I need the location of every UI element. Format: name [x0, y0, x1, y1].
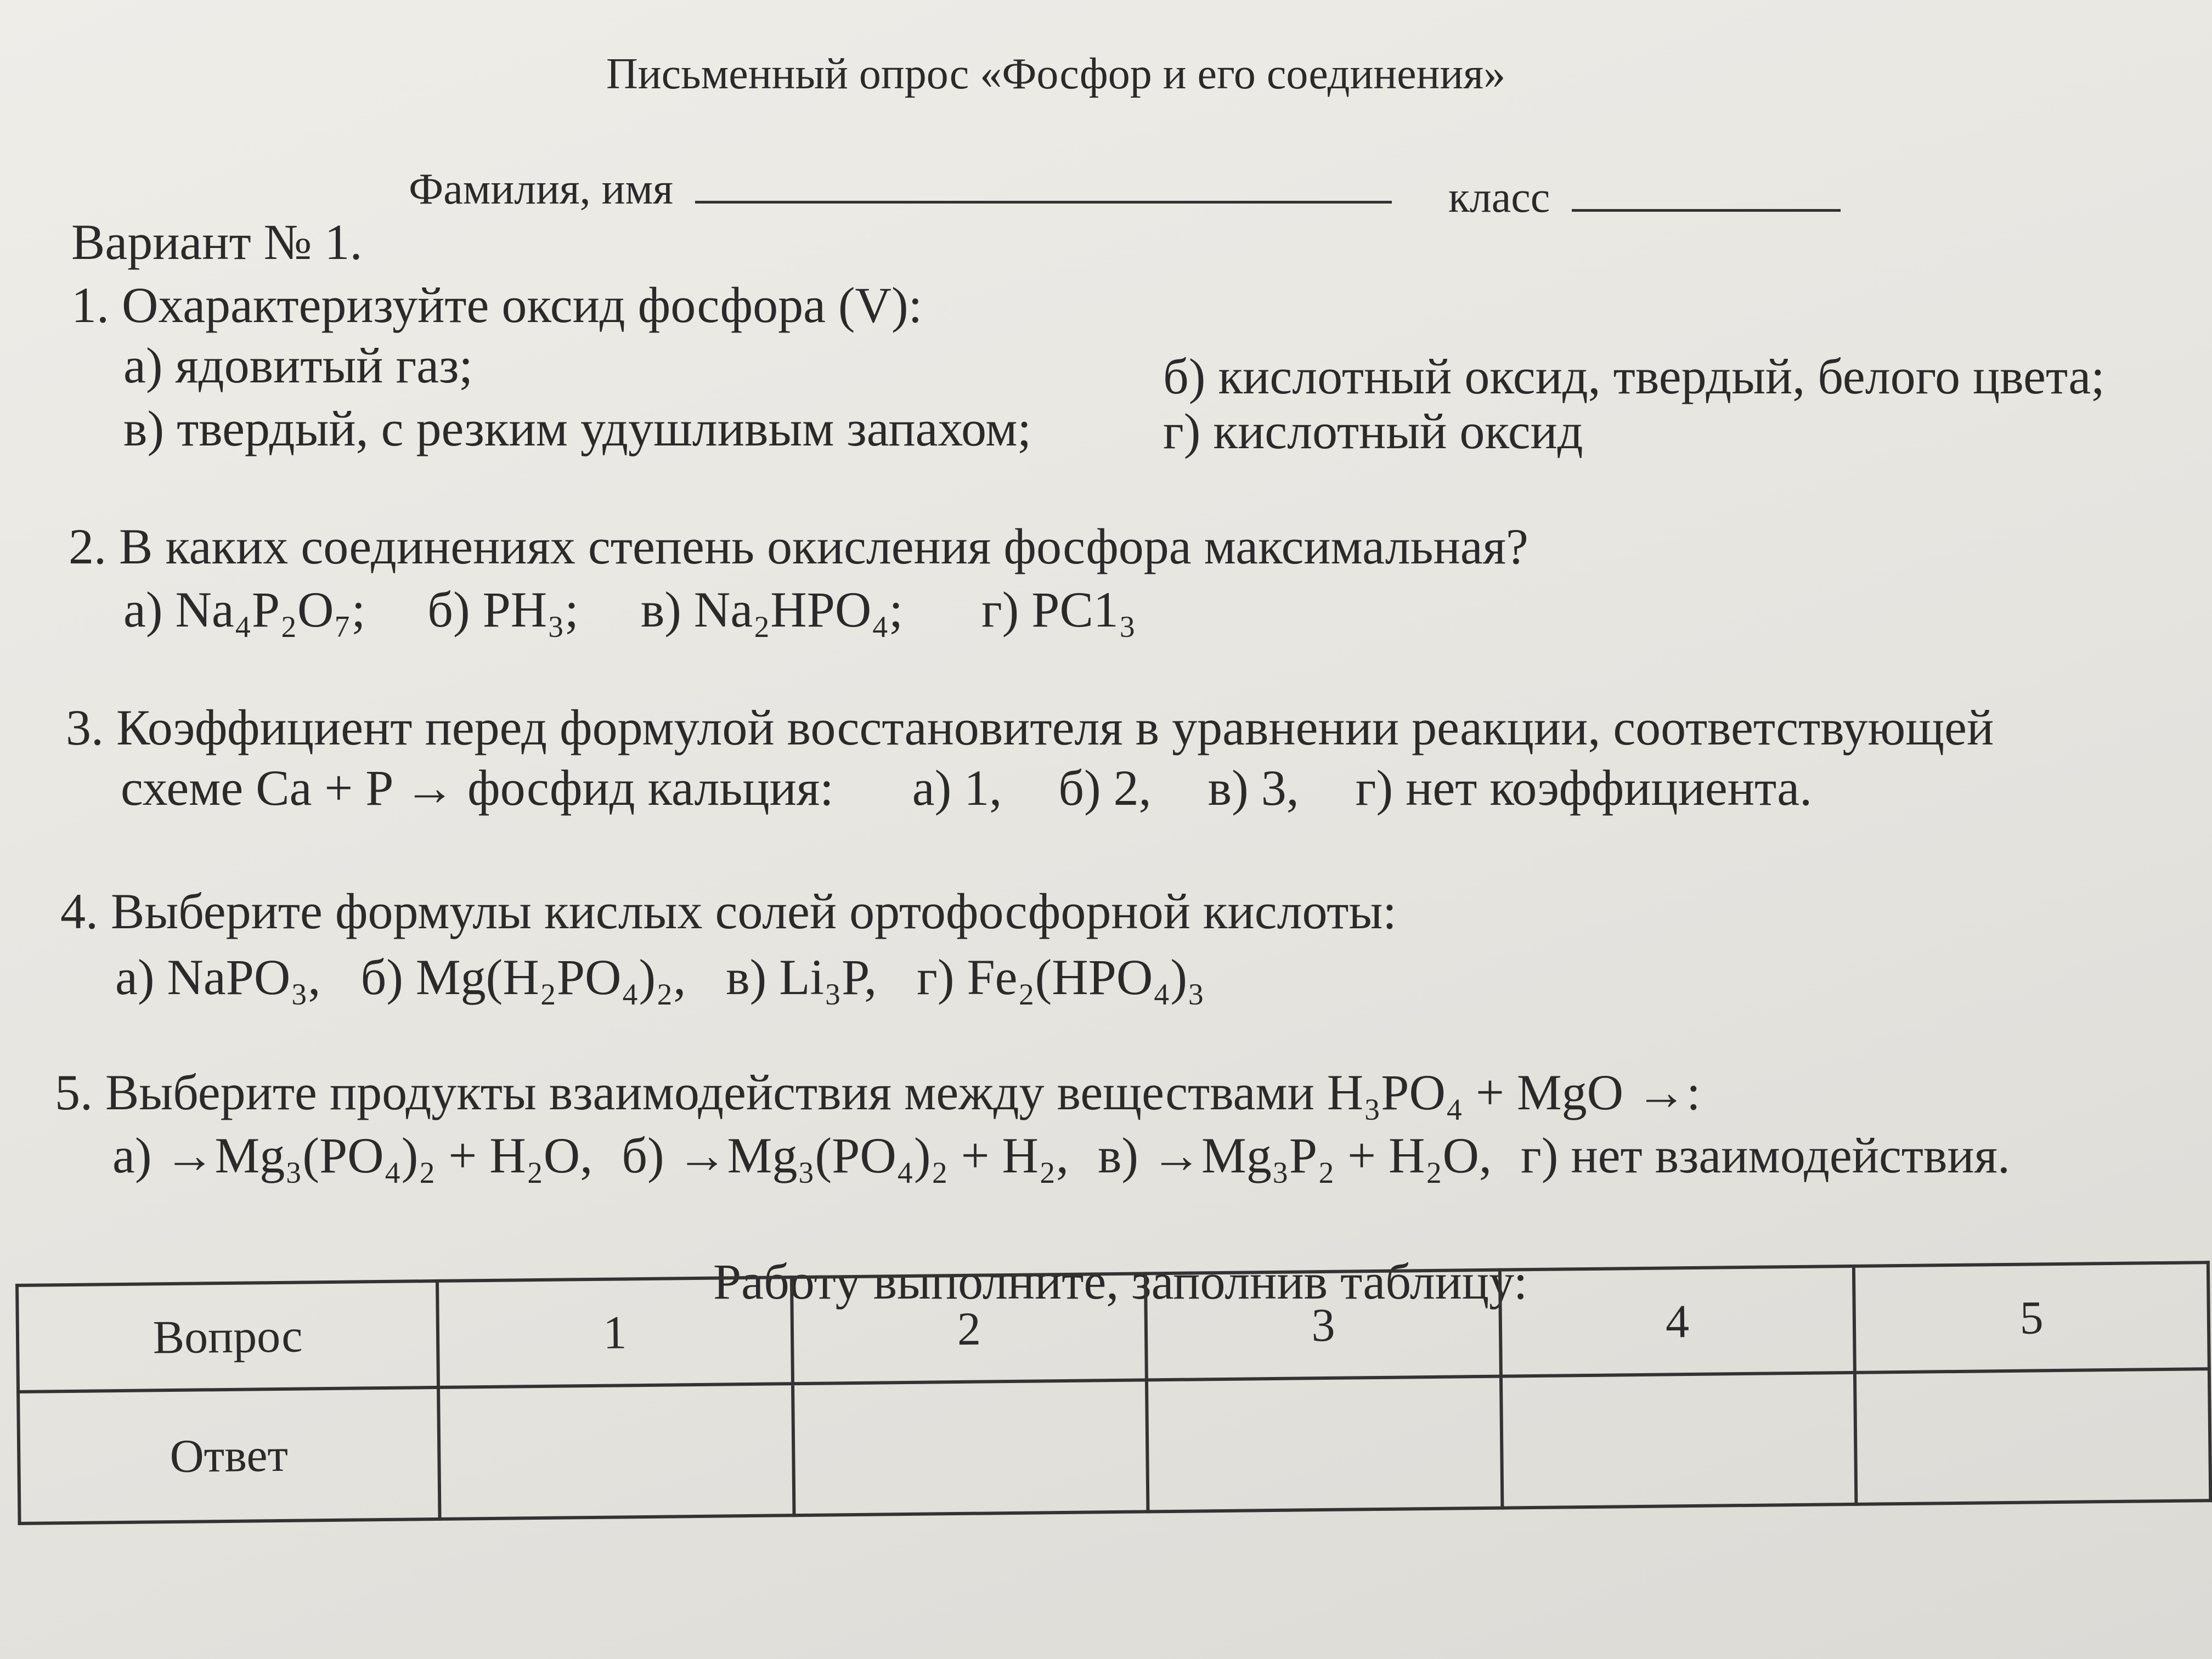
- class-label: класс: [1448, 173, 1550, 222]
- answer-cell-1[interactable]: [438, 1384, 794, 1519]
- q1-option-b: б) кислотный оксид, твердый, белого цвета;: [1163, 348, 2105, 404]
- table-row-answers: [18, 1369, 2210, 1523]
- question-number-5: 5: [1854, 1262, 2209, 1373]
- q1-option-c: в) твердый, с резким удушливым запахом;: [123, 400, 1031, 456]
- q3-option-a: а) 1,: [912, 760, 1002, 816]
- row-label-question: Вопрос: [17, 1281, 438, 1392]
- q1-option-a: а) ядовитый газ;: [123, 337, 473, 393]
- q3-option-c: в) 3,: [1207, 760, 1299, 816]
- question-1: 1. Охарактеризуйте оксид фосфора (V):: [71, 277, 923, 333]
- question-3-line-1: 3. Коэффициент перед формулой восстановителя в уравнении реакции, соответствующей: [66, 699, 1994, 755]
- page-title: Письменный опрос «Фосфор и его соединения»: [606, 50, 1506, 98]
- class-blank[interactable]: [1572, 209, 1841, 212]
- variant-label: Вариант № 1.: [71, 214, 363, 270]
- q2-option-d: г) PC1₃: [981, 582, 1136, 637]
- instruction-text: Работу выполните, заполнив таблицу:: [713, 1254, 1528, 1310]
- question-number-2: 2: [792, 1273, 1147, 1384]
- answer-table: [15, 1261, 2212, 1525]
- q5-option-d: г) нет взаимодействия.: [1521, 1127, 2010, 1183]
- question-number-3: 3: [1146, 1270, 1501, 1380]
- q3-option-b: б) 2,: [1058, 760, 1152, 816]
- class-field-row: [1448, 173, 1841, 222]
- row-label-answer: Ответ: [18, 1387, 439, 1523]
- q3-option-d: г) нет коэффициента.: [1355, 760, 1813, 816]
- q2-option-b: б) PH₃;: [427, 582, 579, 637]
- name-field-row: [409, 167, 1392, 211]
- q5-option-c: в) →Mg₃P₂ + H₂O,: [1097, 1127, 1492, 1183]
- question-5: 5. Выберите продукты взаимодействия между веществами H₃PO₄ + MgO →:: [55, 1064, 1701, 1120]
- q4-options: [115, 949, 1205, 1005]
- name-label: Фамилия, имя: [409, 165, 673, 213]
- answer-cell-2[interactable]: [793, 1380, 1148, 1515]
- q4-option-a: а) NaPO₃,: [115, 949, 321, 1005]
- question-2: 2. В каких соединениях степень окисления фосфора максимальная?: [69, 518, 1528, 574]
- q5-option-b: б) →Mg₃(PO₄)₂ + H₂,: [622, 1127, 1069, 1183]
- q5-option-a: а) →Mg₃(PO₄)₂ + H₂O,: [112, 1127, 593, 1183]
- question-3-line-2: [121, 760, 1813, 816]
- answer-cell-3[interactable]: [1147, 1376, 1502, 1512]
- q4-option-d: г) Fe₂(HPO₄)₃: [917, 949, 1205, 1005]
- q2-option-a: а) Na₄P₂O₇;: [123, 582, 366, 637]
- q4-option-b: б) Mg(H₂PO₄)₂,: [360, 949, 686, 1005]
- q3-scheme: схеме Ca + P → фосфид кальция:: [121, 760, 834, 816]
- question-number-4: 4: [1500, 1266, 1855, 1376]
- q2-option-c: в) Na₂HPO₄;: [640, 582, 903, 637]
- answer-cell-5[interactable]: [1855, 1369, 2210, 1504]
- question-number-1: 1: [437, 1277, 793, 1387]
- answer-cell-4[interactable]: [1501, 1373, 1857, 1508]
- question-4: 4. Выберите формулы кислых солей ортофосфорной кислоты:: [60, 883, 1397, 939]
- q5-options: [112, 1127, 2010, 1183]
- q4-option-c: в) Li₃P,: [726, 949, 877, 1005]
- name-blank[interactable]: [695, 201, 1392, 204]
- q1-option-d: г) кислотный оксид: [1163, 403, 1583, 459]
- q2-options: [123, 584, 1136, 635]
